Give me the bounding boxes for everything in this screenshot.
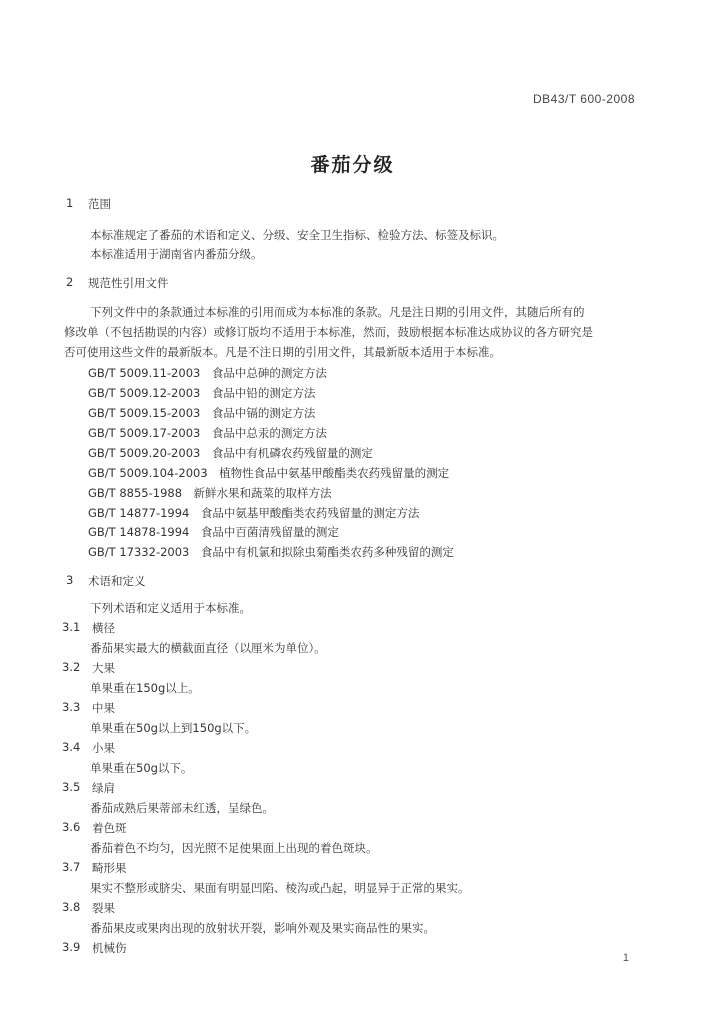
term-number: 3.5 xyxy=(62,780,81,794)
section-title: 规范性引用文件 xyxy=(88,276,169,290)
term-number: 3.9 xyxy=(62,940,81,954)
term-name: 绿肩 xyxy=(92,781,115,795)
term-number: 3.3 xyxy=(62,700,81,714)
section-number: 2 xyxy=(66,275,74,289)
reference-item: GB/T 5009.11-2003 食品中总砷的测定方法 xyxy=(88,366,327,380)
standard-code: DB43/T 600-2008 xyxy=(532,92,635,106)
term-definition: 番茄着色不均匀，因光照不足使果面上出现的着色斑块。 xyxy=(90,841,378,855)
term-name: 畸形果 xyxy=(92,861,127,875)
term-number: 3.2 xyxy=(62,660,81,674)
reference-item: GB/T 14878-1994 食品中百菌清残留量的测定 xyxy=(88,525,339,539)
term-definition: 单果重在50g以上到150g以下。 xyxy=(90,721,257,735)
paragraph: 下列术语和定义适用于本标准。 xyxy=(90,601,251,615)
section-title: 术语和定义 xyxy=(88,574,146,588)
term-number: 3.4 xyxy=(62,740,81,754)
page-number: 1 xyxy=(622,952,629,964)
reference-item: GB/T 5009.104-2003 植物性食品中氨基甲酸酯类农药残留量的测定 xyxy=(88,466,450,480)
paragraph-line: 下列文件中的条款通过本标准的引用而成为本标准的条款。凡是注日期的引用文件，其随后所有的 xyxy=(90,305,585,319)
term-name: 机械伤 xyxy=(92,941,127,955)
paragraph-line: 否可使用这些文件的最新版本。凡是不注日期的引用文件，其最新版本适用于本标准。 xyxy=(64,345,501,359)
term-name: 中果 xyxy=(92,701,115,715)
reference-item: GB/T 5009.15-2003 食品中镉的测定方法 xyxy=(88,406,316,420)
term-definition: 番茄果皮或果肉出现的放射状开裂，影响外观及果实商品性的果实。 xyxy=(90,921,435,935)
term-name: 小果 xyxy=(92,741,115,755)
term-number: 3.1 xyxy=(62,620,81,634)
reference-item: GB/T 5009.20-2003 食品中有机磷农药残留量的测定 xyxy=(88,446,373,460)
term-name: 横径 xyxy=(92,621,115,635)
paragraph: 本标准规定了番茄的术语和定义、分级、安全卫生指标、检验方法、标签及标识。 xyxy=(90,228,504,242)
reference-item: GB/T 5009.12-2003 食品中铅的测定方法 xyxy=(88,386,316,400)
section-number: 3 xyxy=(66,573,74,587)
paragraph: 本标准适用于湖南省内番茄分级。 xyxy=(90,247,263,261)
term-number: 3.8 xyxy=(62,900,81,914)
term-definition: 果实不整形或脐尖、果面有明显凹陷、棱沟或凸起，明显异于正常的果实。 xyxy=(90,881,470,895)
term-definition: 番茄果实最大的横截面直径（以厘米为单位）。 xyxy=(90,641,326,655)
term-definition: 单果重在50g以下。 xyxy=(90,761,193,775)
reference-item: GB/T 5009.17-2003 食品中总汞的测定方法 xyxy=(88,426,327,440)
term-number: 3.6 xyxy=(62,820,81,834)
paragraph-line: 修改单（不包括勘误的内容）或修订版均不适用于本标准，然而，鼓励根据本标准达成协议的各方研究是 xyxy=(64,325,593,339)
reference-item: GB/T 17332-2003 食品中有机氯和拟除虫菊酯类农药多种残留的测定 xyxy=(88,545,454,559)
term-name: 大果 xyxy=(92,661,115,675)
reference-item: GB/T 8855-1988 新鲜水果和蔬菜的取样方法 xyxy=(88,486,332,500)
section-title: 范围 xyxy=(88,197,111,211)
term-definition: 番茄成熟后果蒂部未红透，呈绿色。 xyxy=(90,801,274,815)
term-number: 3.7 xyxy=(62,860,81,874)
term-name: 着色斑 xyxy=(92,821,127,835)
document-title: 番茄分级 xyxy=(310,154,395,176)
term-name: 裂果 xyxy=(92,901,115,915)
reference-item: GB/T 14877-1994 食品中氨基甲酸酯类农药残留量的测定方法 xyxy=(88,506,420,520)
term-definition: 单果重在150g以上。 xyxy=(90,681,200,695)
section-number: 1 xyxy=(66,196,74,210)
